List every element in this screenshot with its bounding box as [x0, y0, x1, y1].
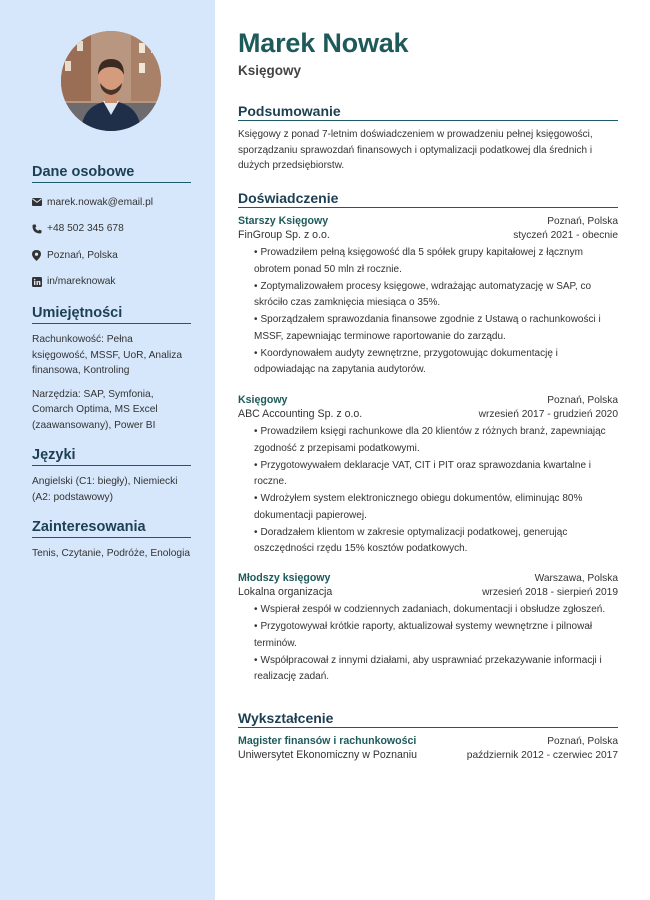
- job-company: FinGroup Sp. z o.o.: [238, 229, 330, 241]
- education-location: Poznań, Polska: [547, 736, 618, 747]
- languages-section: [32, 447, 191, 505]
- job-location: Warszawa, Polska: [534, 573, 618, 584]
- job-entry: [238, 572, 618, 686]
- job-entry: [238, 215, 618, 379]
- job-bullet: • Prowadziłem księgi rachunkowe dla 20 klientów z różnych branż, zapewniając zgodność z przepisami podatkowymi.: [254, 426, 606, 454]
- skills-tools: Narzędzia: SAP, Symfonia, Comarch Optima, MS Excel (zaawansowany), Power BI: [32, 388, 158, 431]
- degree: Magister finansów i rachunkowości: [238, 735, 417, 747]
- job-company: Lokalna organizacja: [238, 586, 333, 598]
- job-bullet: • Koordynowałem audyty zewnętrzne, przygotowując dokumentację i odpowiadając na zapytania audytorów.: [254, 347, 558, 375]
- contact-heading: Dane osobowe: [32, 164, 191, 183]
- profile-photo: [61, 31, 161, 131]
- summary-heading: Podsumowanie: [238, 103, 618, 121]
- job-dates: wrzesień 2017 - grudzień 2020: [478, 409, 618, 420]
- job-bullet: • Wspierał zespół w codziennych zadaniach, dokumentacji i obsłudze zgłoszeń.: [254, 604, 606, 615]
- linkedin-row[interactable]: [32, 269, 191, 296]
- interests-text: Tenis, Czytanie, Podróże, Enologia: [32, 548, 190, 559]
- person-title: Księgowy: [238, 63, 302, 78]
- location-row: [32, 242, 191, 269]
- job-dates: wrzesień 2018 - sierpień 2019: [482, 587, 618, 598]
- job-entry: [238, 394, 618, 558]
- experience-heading: Doświadczenie: [238, 190, 618, 208]
- skills-accounting: Rachunkowość: Pełna księgowość, MSSF, UoR, Analiza finansowa, Kontroling: [32, 334, 183, 376]
- sidebar: [0, 0, 215, 900]
- skills-section: [32, 305, 191, 433]
- education-entry: [238, 735, 618, 761]
- phone-text: +48 502 345 678: [47, 223, 124, 235]
- email-text: marek.nowak@email.pl: [47, 196, 154, 208]
- map-pin-icon: [32, 250, 47, 261]
- languages-text: Angielski (C1: biegły), Niemiecki (A2: podstawowy): [32, 476, 178, 503]
- school: Uniwersytet Ekonomiczny w Poznaniu: [238, 749, 417, 761]
- languages-heading: Języki: [32, 447, 191, 466]
- job-location: Poznań, Polska: [547, 216, 618, 227]
- job-location: Poznań, Polska: [547, 395, 618, 406]
- job-role: Młodszy księgowy: [238, 572, 331, 584]
- phone-icon: [32, 224, 47, 234]
- job-bullet: • Prowadziłem pełną księgowość dla 5 spółek grupy kapitałowej z łącznym obrotem ponad 50 mln zł rocznie.: [254, 247, 583, 275]
- job-bullet: • Przygotowywał krótkie raporty, aktualizował systemy wewnętrzne i pilnował terminów.: [254, 621, 593, 649]
- interests-section: [32, 519, 191, 562]
- job-bullet: • Przygotowywałem deklaracje VAT, CIT i PIT oraz sprawozdania kwartalne i roczne.: [254, 459, 592, 487]
- linkedin-icon: [32, 277, 47, 287]
- email-row[interactable]: [32, 189, 191, 216]
- contact-section: [32, 164, 191, 295]
- job-dates: styczeń 2021 - obecnie: [513, 230, 618, 241]
- job-bullet: • Współpracował z innymi działami, aby usprawniać przekazywanie informacji i realizację zadań.: [254, 654, 602, 682]
- job-bullet: • Doradzałem klientom w zakresie optymalizacji podatkowej, generując oszczędności rzędu 15% kosztów podatkowych.: [254, 526, 568, 554]
- envelope-icon: [32, 198, 47, 206]
- location-text: Poznań, Polska: [47, 249, 118, 261]
- summary-text: Księgowy z ponad 7-letnim doświadczeniem w prowadzeniu pełnej księgowości, sporządzaniu sprawozdań finansowych i optymalizacji podatkowej dla średnich i dużych przedsiębiorstw.: [238, 129, 593, 171]
- linkedin-text: in/mareknowak: [47, 276, 116, 288]
- job-role: Księgowy: [238, 394, 288, 406]
- phone-row[interactable]: [32, 216, 191, 243]
- job-company: ABC Accounting Sp. z o.o.: [238, 408, 363, 420]
- skills-heading: Umiejętności: [32, 305, 191, 324]
- person-name: Marek Nowak: [238, 28, 409, 58]
- interests-heading: Zainteresowania: [32, 519, 191, 538]
- job-role: Starszy Księgowy: [238, 215, 329, 227]
- education-dates: październik 2012 - czerwiec 2017: [466, 750, 618, 761]
- job-bullet: • Wdrożyłem system elektronicznego obiegu dokumentów, eliminując 80% dokumentacji papierowej.: [254, 493, 583, 521]
- job-bullet: • Sporządzałem sprawozdania finansowe zgodnie z Ustawą o rachunkowości i MSSF, zapewniając terminowe raportowanie do zarządu.: [254, 314, 601, 342]
- job-bullet: • Zoptymalizowałem procesy księgowe, wdrażając automatyzację w SAP, co skróciło czas zamknięcia miesiąca o 35%.: [254, 280, 592, 308]
- education-heading: Wykształcenie: [238, 710, 618, 728]
